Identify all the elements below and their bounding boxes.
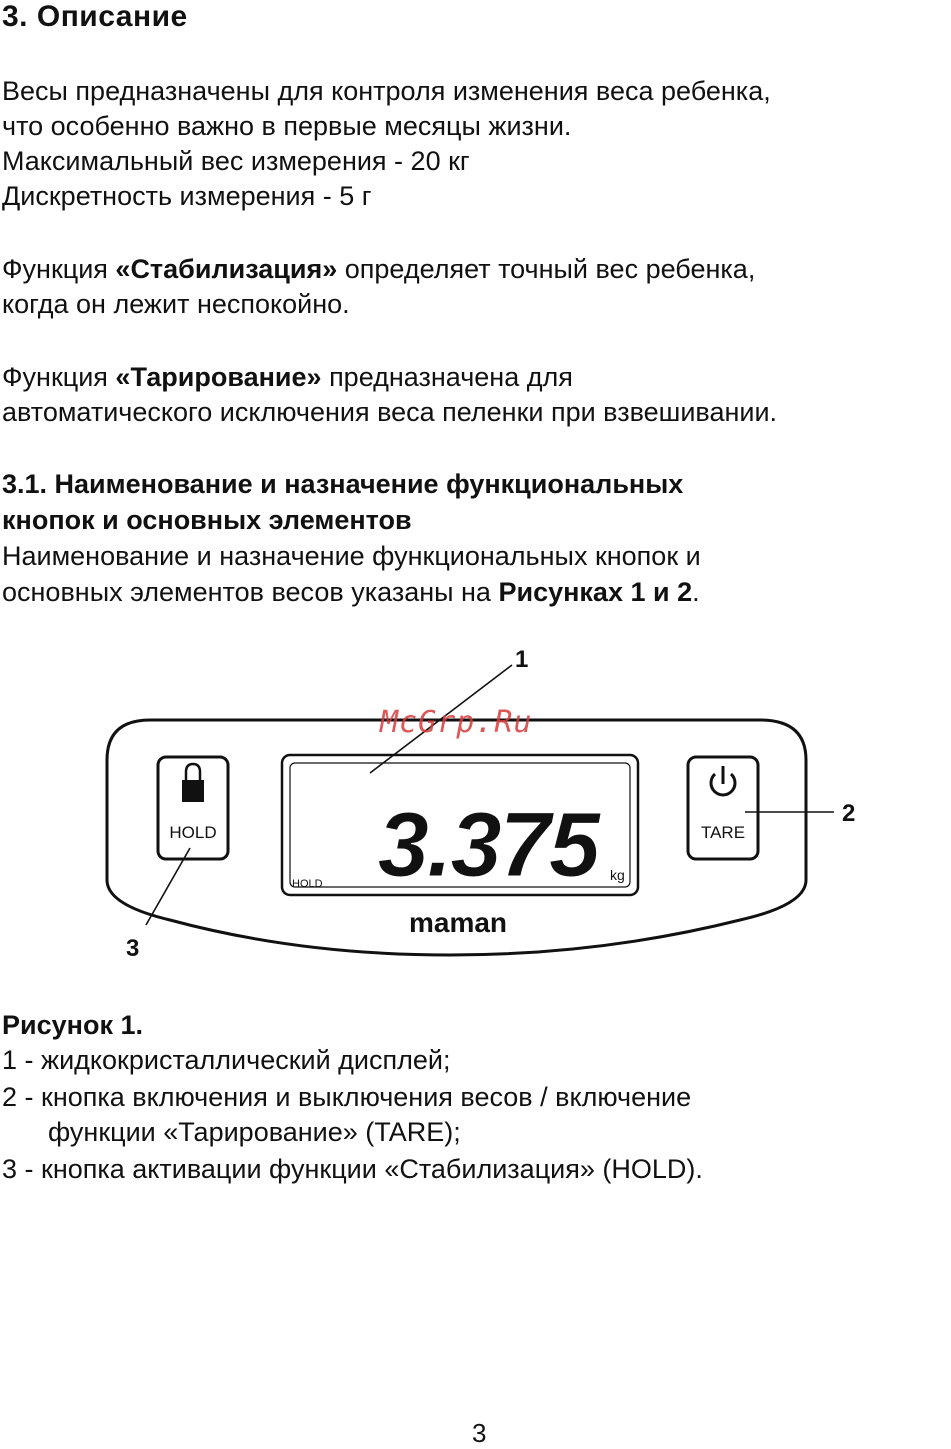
taring-paragraph: [2, 360, 573, 395]
stabilization-line-2: когда он лежит неспокойно.: [2, 289, 350, 319]
caption-item-1: 1 - жидкокристаллический дисплей;: [2, 1045, 451, 1075]
caption-item-3: 3 - кнопка активации функции «Стабилизация» (HOLD).: [2, 1154, 703, 1184]
hold-button-label: HOLD: [169, 823, 217, 842]
stabilization-paragraph: [2, 252, 755, 287]
stabilization-name: «Стабилизация»: [115, 254, 338, 284]
watermark: McGrp.Ru: [380, 705, 533, 740]
page-number: 3: [472, 1418, 487, 1448]
taring-name: «Тарирование»: [115, 362, 322, 392]
subsection-body-2: [2, 575, 700, 610]
lcd-unit: kg: [610, 867, 625, 883]
brand-logo: maman: [408, 907, 508, 938]
lcd-value: 3.375: [377, 794, 598, 896]
taring-line-2: автоматического исключения веса пеленки при взвешивании.: [2, 397, 778, 427]
callout-2: 2: [842, 800, 856, 827]
body-prefix: основных элементов весов указаны на: [2, 577, 499, 607]
subsection-title-1: 3.1. Наименование и назначение функциональных: [2, 469, 684, 499]
caption-item-2-continued: функции «Тарирование» (TARE);: [48, 1117, 461, 1147]
intro-line-3: Максимальный вес измерения - 20 кг: [2, 146, 470, 176]
callout-3: 3: [126, 935, 140, 962]
stabilization-prefix: Функция: [2, 254, 116, 284]
intro-line-2: что особенно важно в первые месяцы жизни.: [2, 111, 572, 141]
intro-line-1: Весы предназначены для контроля изменения веса ребенка,: [2, 76, 771, 106]
subsection-body-1: Наименование и назначение функциональных кнопок и: [2, 541, 701, 571]
taring-rest: предназначена для: [321, 362, 573, 392]
body-suffix: .: [692, 577, 700, 607]
stabilization-rest: определяет точный вес ребенка,: [337, 254, 756, 284]
hold-button[interactable]: [158, 757, 228, 859]
figure-reference: Рисунках 1 и 2: [498, 577, 693, 607]
scale-panel-figure: [0, 630, 951, 970]
caption-item-2: 2 - кнопка включения и выключения весов / включение: [2, 1082, 692, 1112]
intro-line-4: Дискретность измерения - 5 г: [2, 181, 372, 211]
taring-prefix: Функция: [2, 362, 116, 392]
subsection-title-2: кнопок и основных элементов: [2, 505, 412, 535]
tare-button-label: TARE: [700, 823, 746, 842]
lcd-hold-indicator: HOLD: [292, 878, 323, 890]
callout-1: 1: [515, 646, 529, 673]
section-heading: 3. Описание: [2, 0, 188, 33]
caption-title: Рисунок 1.: [2, 1010, 143, 1040]
